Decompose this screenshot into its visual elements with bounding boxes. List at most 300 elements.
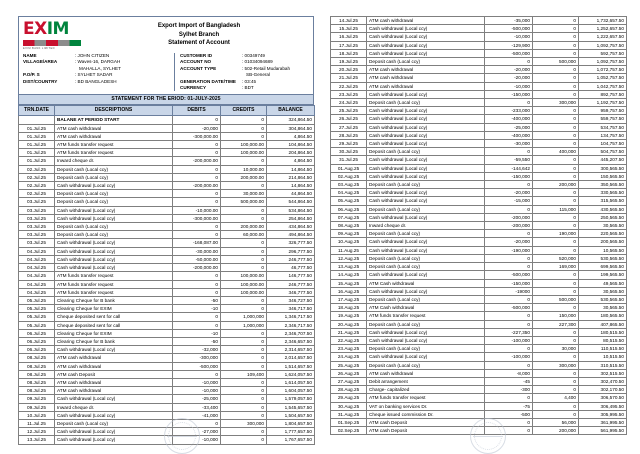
cell-description: ATM cash withdrawal bbox=[55, 378, 173, 386]
cell-date: 08.Jul.25 bbox=[19, 387, 55, 395]
cell-balance: 1,504,657.50 bbox=[267, 411, 315, 419]
cell-balance: 180,515.50 bbox=[579, 328, 627, 336]
cell-balance: 892,757.50 bbox=[579, 90, 627, 98]
cell-debit: 0 bbox=[485, 418, 533, 426]
cell-debit: 0 bbox=[485, 58, 533, 66]
cell-date: 11.Aug.25 bbox=[331, 246, 367, 254]
cell-debit: -50 bbox=[173, 337, 221, 345]
cell-balance: 1,732,657.50 bbox=[579, 17, 627, 25]
cell-credit: 0 bbox=[533, 115, 579, 123]
table-row bbox=[331, 99, 627, 107]
cell-description: Cash withdrawal (Local ccy) bbox=[55, 239, 173, 247]
cell-debit: -227,350 bbox=[485, 328, 533, 336]
cell-date: 03.Jul.25 bbox=[19, 223, 55, 231]
cell-description: Cash withdrawal (Local ccy) bbox=[367, 328, 485, 336]
bank-name: Export Import of Bangladesh bbox=[157, 23, 241, 29]
table-row bbox=[19, 124, 315, 132]
cell-date: 22.Aug.25 bbox=[331, 336, 367, 344]
cell-date: 27.Aug.25 bbox=[331, 377, 367, 385]
cell-debit: 0 bbox=[173, 190, 221, 198]
cell-balance: 4,864.50 bbox=[267, 157, 315, 165]
cell-description: Cash withdrawal (Local ccy) bbox=[55, 346, 173, 354]
cell-debit: 0 bbox=[485, 99, 533, 107]
cell-date: 02.Jul.25 bbox=[19, 190, 55, 198]
cell-description: Deposit cash (Local ccy) bbox=[367, 361, 485, 369]
cell-credit: 0 bbox=[221, 296, 267, 304]
cell-debit: 0 bbox=[485, 263, 533, 271]
cell-balance: 310,515.50 bbox=[579, 361, 627, 369]
field-value: : 03:45 bbox=[242, 78, 257, 84]
cell-date: 08.Jul.25 bbox=[19, 370, 55, 378]
cell-date: 02.Jul.25 bbox=[19, 182, 55, 190]
cell-credit: 0 bbox=[533, 156, 579, 164]
cell-credit: 0 bbox=[533, 172, 579, 180]
cell-description: Deposit cash (Local ccy) bbox=[367, 263, 485, 271]
cell-balance: 1,092,757.50 bbox=[579, 58, 627, 66]
cell-description: Cheque deposited sent for call bbox=[55, 321, 173, 329]
cell-credit: 0 bbox=[533, 336, 579, 344]
cell-description: Deposit cash (Local ccy) bbox=[55, 419, 173, 427]
cell-debit: 0 bbox=[485, 205, 533, 213]
cell-credit: 0 bbox=[533, 238, 579, 246]
cell-debit: -59,550 bbox=[485, 156, 533, 164]
cell-balance: 959,757.50 bbox=[579, 107, 627, 115]
field-dist-country bbox=[23, 79, 171, 85]
cell-balance: 14,864.50 bbox=[267, 182, 315, 190]
cell-credit: 400,000 bbox=[533, 148, 579, 156]
field-label: NAME bbox=[23, 53, 37, 58]
cell-date: 06.Jul.25 bbox=[19, 337, 55, 345]
cell-debit: -150,000 bbox=[485, 279, 533, 287]
cell-credit: 200,000 bbox=[533, 181, 579, 189]
cell-date: 03.Jul.25 bbox=[19, 231, 55, 239]
cell-date: 04.Aug.25 bbox=[331, 189, 367, 197]
cell-date: 11.Jul.25 bbox=[19, 419, 55, 427]
cell-date: 01.Jul.25 bbox=[19, 141, 55, 149]
table-row bbox=[331, 345, 627, 353]
cell-credit: 0 bbox=[533, 49, 579, 57]
cell-date: 28.Aug.25 bbox=[331, 386, 367, 394]
cell-credit: 0 bbox=[533, 304, 579, 312]
cell-balance: 2,014,657.50 bbox=[267, 354, 315, 362]
cell-debit: -10,000 bbox=[173, 387, 221, 395]
cell-credit: 0 bbox=[533, 353, 579, 361]
cell-description: Inward cheque dr. bbox=[55, 157, 173, 165]
cell-credit: 520,000 bbox=[533, 254, 579, 262]
cell-date: 04.Jul.25 bbox=[19, 280, 55, 288]
cell-balance: 534,757.50 bbox=[579, 123, 627, 131]
transactions-table-left bbox=[18, 105, 315, 444]
cell-debit: -8,000 bbox=[485, 369, 533, 377]
table-row bbox=[331, 33, 627, 41]
cell-date: 19.Jul.25 bbox=[331, 58, 367, 66]
logo-wordmark: EXIM bbox=[23, 19, 69, 39]
cell-credit: 0 bbox=[221, 124, 267, 132]
cell-balance: 80,515.50 bbox=[579, 336, 627, 344]
cell-credit: 30,000 bbox=[533, 345, 579, 353]
cell-debit: -10,000 bbox=[173, 436, 221, 444]
cell-description: Clearing Cheque for B bank bbox=[55, 296, 173, 304]
table-row bbox=[331, 320, 627, 328]
statement-header bbox=[18, 16, 314, 95]
cell-balance: 544,864.50 bbox=[267, 198, 315, 206]
cell-debit: 0 bbox=[173, 370, 221, 378]
cell-debit: -33,400 bbox=[173, 403, 221, 411]
table-row bbox=[19, 132, 315, 140]
cell-debit: -100,000 bbox=[485, 336, 533, 344]
cell-balance: 2,314,657.50 bbox=[267, 346, 315, 354]
cell-balance: 1,777,657.50 bbox=[267, 428, 315, 436]
table-row bbox=[331, 230, 627, 238]
cell-balance: 1,624,057.50 bbox=[267, 370, 315, 378]
cell-debit: -200,000 bbox=[485, 222, 533, 230]
field-value: : 00349749 bbox=[242, 53, 265, 58]
field-label: GENERATION DATE/TIME bbox=[180, 78, 236, 84]
cell-description: ATM funds transfer request bbox=[55, 149, 173, 157]
cell-balance: 1,604,057.50 bbox=[267, 387, 315, 395]
cell-date: 14.Aug.25 bbox=[331, 271, 367, 279]
cell-description: Cash withdrawal (Local ccy) bbox=[55, 206, 173, 214]
cell-date: 08.Jul.25 bbox=[19, 362, 55, 370]
cell-description: ATM cash withdrawal bbox=[55, 362, 173, 370]
cell-description: ATM funds transfer request bbox=[55, 280, 173, 288]
column-header-debits: DEBITS bbox=[173, 106, 221, 116]
cell-date: 10.Jul.25 bbox=[19, 411, 55, 419]
left-column bbox=[18, 0, 314, 445]
cell-date: 13.Aug.25 bbox=[331, 263, 367, 271]
cell-balance: 361,995.50 bbox=[579, 418, 627, 426]
table-row bbox=[331, 131, 627, 139]
cell-balance: 534,864.50 bbox=[267, 206, 315, 214]
cell-balance: 250,565.50 bbox=[579, 213, 627, 221]
cell-debit: 0 bbox=[485, 230, 533, 238]
table-row bbox=[331, 410, 627, 418]
cell-date: 02.Jul.25 bbox=[19, 165, 55, 173]
table-row bbox=[331, 25, 627, 33]
cell-credit: 0 bbox=[221, 395, 267, 403]
table-row bbox=[19, 280, 315, 288]
cell-debit: -500,000 bbox=[485, 304, 533, 312]
cell-description: Cash withdrawal (Local ccy) bbox=[367, 107, 485, 115]
cell-date: 05.Jul.25 bbox=[19, 305, 55, 313]
table-row bbox=[331, 402, 627, 410]
bank-title-block bbox=[89, 21, 309, 48]
cell-date: 02.Aug.25 bbox=[331, 172, 367, 180]
cell-debit: -10,000.00 bbox=[173, 206, 221, 214]
cell-date: 31.Jul.25 bbox=[331, 156, 367, 164]
cell-date: 18.Aug.25 bbox=[331, 304, 367, 312]
cell-description: Cash withdrawal (Local ccy) bbox=[367, 123, 485, 131]
table-row bbox=[19, 239, 315, 247]
cell-description: ATM cash withdrawal bbox=[55, 387, 173, 395]
cell-credit: 0 bbox=[533, 197, 579, 205]
cell-credit: 4,400 bbox=[533, 394, 579, 402]
cell-date: 17.Aug.25 bbox=[331, 295, 367, 303]
table-row bbox=[19, 272, 315, 280]
cell-credit: 0 bbox=[533, 123, 579, 131]
cell-credit: 0 bbox=[533, 140, 579, 148]
cell-date: 23.Jul.25 bbox=[331, 90, 367, 98]
cell-credit: 100,000.00 bbox=[221, 280, 267, 288]
column-header-description: DESCRIPTIONS bbox=[55, 106, 173, 116]
cell-debit: -500,000 bbox=[485, 49, 533, 57]
cell-date: 02.Sep.25 bbox=[331, 427, 367, 435]
cell-balance: 445,207.50 bbox=[579, 156, 627, 164]
cell-date: 09.Jul.25 bbox=[19, 403, 55, 411]
cell-balance: 296,777.50 bbox=[267, 247, 315, 255]
cell-credit: 0 bbox=[533, 386, 579, 394]
cell-balance: 305,995.50 bbox=[579, 410, 627, 418]
cell-description: ATM funds transfer request bbox=[55, 272, 173, 280]
cell-balance: 430,565.50 bbox=[579, 205, 627, 213]
table-row bbox=[19, 321, 315, 329]
cell-debit: -50 bbox=[173, 296, 221, 304]
cell-date: 23.Aug.25 bbox=[331, 345, 367, 353]
cell-credit: 0 bbox=[221, 354, 267, 362]
cell-date: 03.Aug.25 bbox=[331, 181, 367, 189]
cell-description: Cash withdrawal (Local ccy) bbox=[55, 428, 173, 436]
field-label: ACCOUNT TYPE bbox=[180, 65, 217, 71]
table-row bbox=[331, 222, 627, 230]
cell-credit: 1,000,000 bbox=[221, 313, 267, 321]
cell-credit: 0 bbox=[221, 132, 267, 140]
table-row bbox=[19, 190, 315, 198]
cell-description: ATM cash withdrawal bbox=[367, 66, 485, 74]
cell-date: 01.Jul.25 bbox=[19, 132, 55, 140]
table-row bbox=[19, 223, 315, 231]
table-row bbox=[331, 394, 627, 402]
cell-date: 22.Jul.25 bbox=[331, 82, 367, 90]
opening-balance-row bbox=[19, 116, 315, 124]
cell-description: Cash withdrawal (Local ccy) bbox=[367, 353, 485, 361]
cell-debit: -20,000 bbox=[173, 124, 221, 132]
table-row bbox=[331, 361, 627, 369]
cell-credit: 200,000.00 bbox=[221, 223, 267, 231]
cell-debit: -500 bbox=[485, 410, 533, 418]
cell-debit: 0 bbox=[485, 181, 533, 189]
cell-date: 04.Jul.25 bbox=[19, 255, 55, 263]
cell-date: 08.Jul.25 bbox=[19, 354, 55, 362]
cell-credit: 300,000 bbox=[533, 361, 579, 369]
cell-credit: 0 bbox=[221, 362, 267, 370]
cell-balance: 1,346,717.50 bbox=[267, 313, 315, 321]
cell-balance: 2,346,717.50 bbox=[267, 321, 315, 329]
cell-debit: -25,000 bbox=[485, 123, 533, 131]
cell-description: Deposit cash (Local ccy) bbox=[55, 231, 173, 239]
cell-balance: 302,170.50 bbox=[579, 386, 627, 394]
cell-credit: 0 bbox=[221, 247, 267, 255]
cell-credit: 0 bbox=[533, 213, 579, 221]
table-row bbox=[19, 231, 315, 239]
cell-date: 01.Sep.25 bbox=[331, 418, 367, 426]
table-row bbox=[331, 295, 627, 303]
cell-date: 31.Aug.25 bbox=[331, 410, 367, 418]
cell-description: Deposit cash (Local ccy) bbox=[367, 320, 485, 328]
cell-date: 01.Aug.25 bbox=[331, 164, 367, 172]
cell-credit: 0 bbox=[221, 337, 267, 345]
cell-credit: 0 bbox=[221, 329, 267, 337]
bank-seal-stamp-right bbox=[470, 418, 506, 454]
cell-date: 21.Aug.25 bbox=[331, 328, 367, 336]
cell-balance: 494,864.50 bbox=[267, 231, 315, 239]
cell-debit: -150,000 bbox=[485, 172, 533, 180]
cell-credit: 0 bbox=[221, 264, 267, 272]
cell-balance: 1,042,757.50 bbox=[579, 82, 627, 90]
cell-debit: -75 bbox=[485, 402, 533, 410]
cell-description: Cash withdrawal (Local ccy) bbox=[55, 182, 173, 190]
cell-debit: -35,000 bbox=[485, 17, 533, 25]
cell-debit: 0 bbox=[485, 295, 533, 303]
cell-date: 06.Jul.25 bbox=[19, 329, 55, 337]
cell-balance: 4,864.50 bbox=[267, 132, 315, 140]
cell-description: Cash withdrawal (Local ccy) bbox=[367, 156, 485, 164]
cell-balance: 146,777.50 bbox=[267, 272, 315, 280]
table-row bbox=[331, 386, 627, 394]
cell-credit: 200,000 bbox=[533, 427, 579, 435]
bank-seal-stamp-left bbox=[164, 418, 200, 454]
cell-date: 07.Aug.25 bbox=[331, 213, 367, 221]
cell-credit: 100,000.00 bbox=[221, 141, 267, 149]
cell-description: Cash withdrawal (Local ccy) bbox=[367, 41, 485, 49]
table-header-row bbox=[19, 106, 315, 116]
cell-balance: 1,092,757.50 bbox=[579, 41, 627, 49]
cell-credit: 0 bbox=[221, 206, 267, 214]
cell-balance: 14,864.50 bbox=[267, 165, 315, 173]
cell-date: 15.Aug.25 bbox=[331, 279, 367, 287]
right-column bbox=[330, 0, 626, 435]
table-row bbox=[19, 370, 315, 378]
field-value: : Waves-16, DARGAH bbox=[75, 59, 121, 65]
table-row bbox=[19, 395, 315, 403]
table-body-right bbox=[331, 17, 627, 435]
cell-description: ATM cash Deposit bbox=[55, 370, 173, 378]
cell-balance: 324,864.50 bbox=[267, 116, 315, 124]
cell-debit: -200,000.00 bbox=[173, 157, 221, 165]
cell-balance: 246,777.50 bbox=[267, 255, 315, 263]
table-row bbox=[331, 115, 627, 123]
cell-date: 24.Jul.25 bbox=[331, 99, 367, 107]
table-row bbox=[19, 346, 315, 354]
cell-description: Cash withdrawal (Local ccy) bbox=[367, 140, 485, 148]
cell-balance: 330,565.50 bbox=[579, 189, 627, 197]
cell-date: 10.Aug.25 bbox=[331, 238, 367, 246]
cell-debit: -500,000 bbox=[485, 25, 533, 33]
cell-balance: 1,052,757.50 bbox=[579, 74, 627, 82]
cell-date: 15.Jul.25 bbox=[331, 25, 367, 33]
cell-debit: -500,000 bbox=[173, 362, 221, 370]
exim-bank-logo bbox=[23, 21, 85, 50]
cell-debit: -19000 bbox=[485, 287, 533, 295]
cell-description: Deposit cash (Local ccy) bbox=[367, 181, 485, 189]
cell-credit: 0 bbox=[221, 214, 267, 222]
cell-balance: 44,864.50 bbox=[267, 190, 315, 198]
cell-debit: 0 bbox=[173, 149, 221, 157]
cell-balance: 302,515.50 bbox=[579, 369, 627, 377]
cell-description: Cash withdrawal (Local ccy) bbox=[367, 197, 485, 205]
cell-description: Cash withdrawal (Local ccy) bbox=[55, 264, 173, 272]
cell-credit: 0 bbox=[533, 33, 579, 41]
cell-balance: 180,565.50 bbox=[579, 312, 627, 320]
cell-description: ATM Cash withdrawal bbox=[367, 279, 485, 287]
cell-debit: -200,000.00 bbox=[173, 182, 221, 190]
header-fields bbox=[23, 53, 309, 91]
cell-date: 04.Jul.25 bbox=[19, 288, 55, 296]
cell-date: 08.Jul.25 bbox=[19, 378, 55, 386]
cell-description: Debit arrangement bbox=[367, 377, 485, 385]
table-row bbox=[331, 213, 627, 221]
cell-balance: 1,192,757.50 bbox=[579, 99, 627, 107]
cell-debit: -41,000 bbox=[173, 411, 221, 419]
cell-date: 25.Jul.25 bbox=[331, 107, 367, 115]
table-row bbox=[331, 312, 627, 320]
cell-credit: 10,000.00 bbox=[221, 165, 267, 173]
cell-description: Deposit cash (Local ccy) bbox=[55, 190, 173, 198]
cell-credit: 0 bbox=[533, 25, 579, 33]
table-row bbox=[19, 157, 315, 165]
cell-debit: -20,000 bbox=[485, 74, 533, 82]
cell-date: 06.Jul.25 bbox=[19, 346, 55, 354]
cell-balance: 30,565.50 bbox=[579, 222, 627, 230]
cell-credit: 0 bbox=[221, 239, 267, 247]
cell-description: VAT on banking services Dr. bbox=[367, 402, 485, 410]
cell-balance: 407,865.50 bbox=[579, 320, 627, 328]
table-row bbox=[331, 263, 627, 271]
table-row bbox=[331, 17, 627, 25]
cell-credit: 0 bbox=[533, 17, 579, 25]
cell-date: 09.Jul.25 bbox=[19, 395, 55, 403]
cell-description: Inward cheque dr. bbox=[55, 403, 173, 411]
field-label: CUSTOMER ID bbox=[180, 53, 213, 58]
cell-balance: 200,565.50 bbox=[579, 238, 627, 246]
cell-date: 19.Aug.25 bbox=[331, 312, 367, 320]
table-row bbox=[331, 148, 627, 156]
table-row bbox=[331, 328, 627, 336]
column-header-date: TRN.DATE bbox=[19, 106, 55, 116]
cell-balance: 10,565.50 bbox=[579, 246, 627, 254]
cell-balance: 561,995.50 bbox=[579, 427, 627, 435]
table-row bbox=[19, 173, 315, 181]
logo-subtitle: EXIM BANK LIMITED bbox=[23, 47, 55, 50]
cell-debit: 0 bbox=[173, 231, 221, 239]
table-row bbox=[19, 214, 315, 222]
cell-debit: -27,000 bbox=[173, 428, 221, 436]
cell-credit: 200,000.00 bbox=[221, 173, 267, 181]
cell-description: Cash withdrawal (Local ccy) bbox=[367, 131, 485, 139]
cell-debit: -300,000 bbox=[173, 354, 221, 362]
table-row bbox=[19, 165, 315, 173]
cell-description: Cash withdrawal (Local ccy) bbox=[55, 247, 173, 255]
cell-balance: 214,864.50 bbox=[267, 173, 315, 181]
cell-description: Cash withdrawal (Local ccy) bbox=[367, 49, 485, 57]
cell-balance: 104,757.50 bbox=[579, 140, 627, 148]
table-row bbox=[331, 369, 627, 377]
cell-balance: 350,565.50 bbox=[579, 181, 627, 189]
cell-credit: 0 bbox=[221, 346, 267, 354]
cell-balance: 326,777.50 bbox=[267, 239, 315, 247]
cell-debit: 0 bbox=[485, 312, 533, 320]
cell-credit: 56,000 bbox=[533, 418, 579, 426]
cell-description: Deposit cash (Local ccy) bbox=[55, 173, 173, 181]
cell-debit: 0 bbox=[173, 419, 221, 427]
cell-description: Deposit cash (Local ccy) bbox=[367, 345, 485, 353]
account-details bbox=[175, 53, 309, 91]
table-row bbox=[331, 74, 627, 82]
cell-description: ATM cash withdrawal bbox=[367, 17, 485, 25]
field-value: : BD BANGLADESH bbox=[75, 78, 117, 84]
cell-credit: 0 bbox=[533, 328, 579, 336]
table-row bbox=[331, 189, 627, 197]
cell-debit: 0 bbox=[485, 361, 533, 369]
